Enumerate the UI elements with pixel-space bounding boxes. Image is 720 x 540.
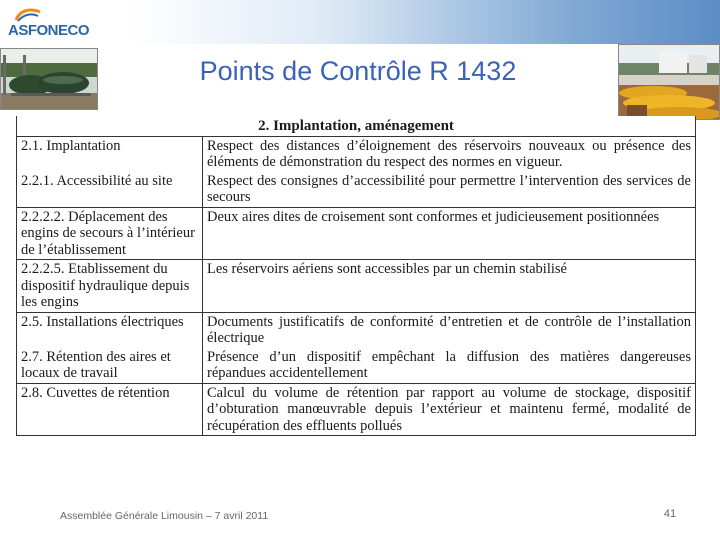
asfoneco-logo (8, 8, 98, 40)
row-requirement: Deux aires dites de croisement sont conformes et judicieusement positionnées (203, 207, 696, 260)
table-row (17, 260, 696, 313)
storage-tanks-photo (0, 48, 98, 110)
table-row (17, 172, 696, 208)
row-label: 2.7. Rétention des aires et locaux de travail (17, 348, 203, 384)
table-row (17, 207, 696, 260)
table-row (17, 312, 696, 348)
row-requirement: Présence d’un dispositif empêchant la diffusion des matières dangereuses répandues accidentellement (203, 348, 696, 384)
control-points-table (16, 116, 696, 436)
row-label: 2.2.2.5. Etablissement du dispositif hydraulique depuis les engins (17, 260, 203, 313)
page-number: 41 (663, 508, 677, 520)
logo-swirl-icon (14, 8, 42, 22)
slide-title: Points de Contrôle R 1432 (199, 56, 517, 86)
row-requirement: Documents justificatifs de conformité d’entretien et de contrôle de l’installation électrique (203, 312, 696, 348)
header-banner (0, 0, 720, 44)
row-label: 2.8. Cuvettes de rétention (17, 383, 203, 436)
logo-text: ASFONECO (8, 22, 90, 39)
control-points-table-image (16, 116, 696, 478)
table-row (17, 383, 696, 436)
table-row (17, 348, 696, 384)
row-label: 2.2.2.2. Déplacement des engins de secours à l’intérieur de l’établissement (17, 207, 203, 260)
section-heading: 2. Implantation, aménagement (17, 116, 696, 136)
footer-text: Assemblée Générale Limousin – 7 avril 2011 (60, 510, 269, 522)
table-row (17, 136, 696, 172)
row-requirement: Calcul du volume de rétention par rapport au volume de stockage, dispositif d’obturation manœuvrable depuis l’extérieur et maintenu fermé, modalité de récupération des effluents pollués (203, 383, 696, 436)
row-label: 2.2.1. Accessibilité au site (17, 172, 203, 208)
row-requirement: Respect des consignes d’accessibilité pour permettre l’intervention des services de secours (203, 172, 696, 208)
row-label: 2.1. Implantation (17, 136, 203, 172)
row-requirement: Les réservoirs aériens sont accessibles par un chemin stabilisé (203, 260, 696, 313)
row-label: 2.5. Installations électriques (17, 312, 203, 348)
row-requirement: Respect des distances d’éloignement des réservoirs nouveaux ou présence des éléments de démonstration du respect des normes en vigueur. (203, 136, 696, 172)
pipeline-tanks-photo (618, 44, 720, 120)
